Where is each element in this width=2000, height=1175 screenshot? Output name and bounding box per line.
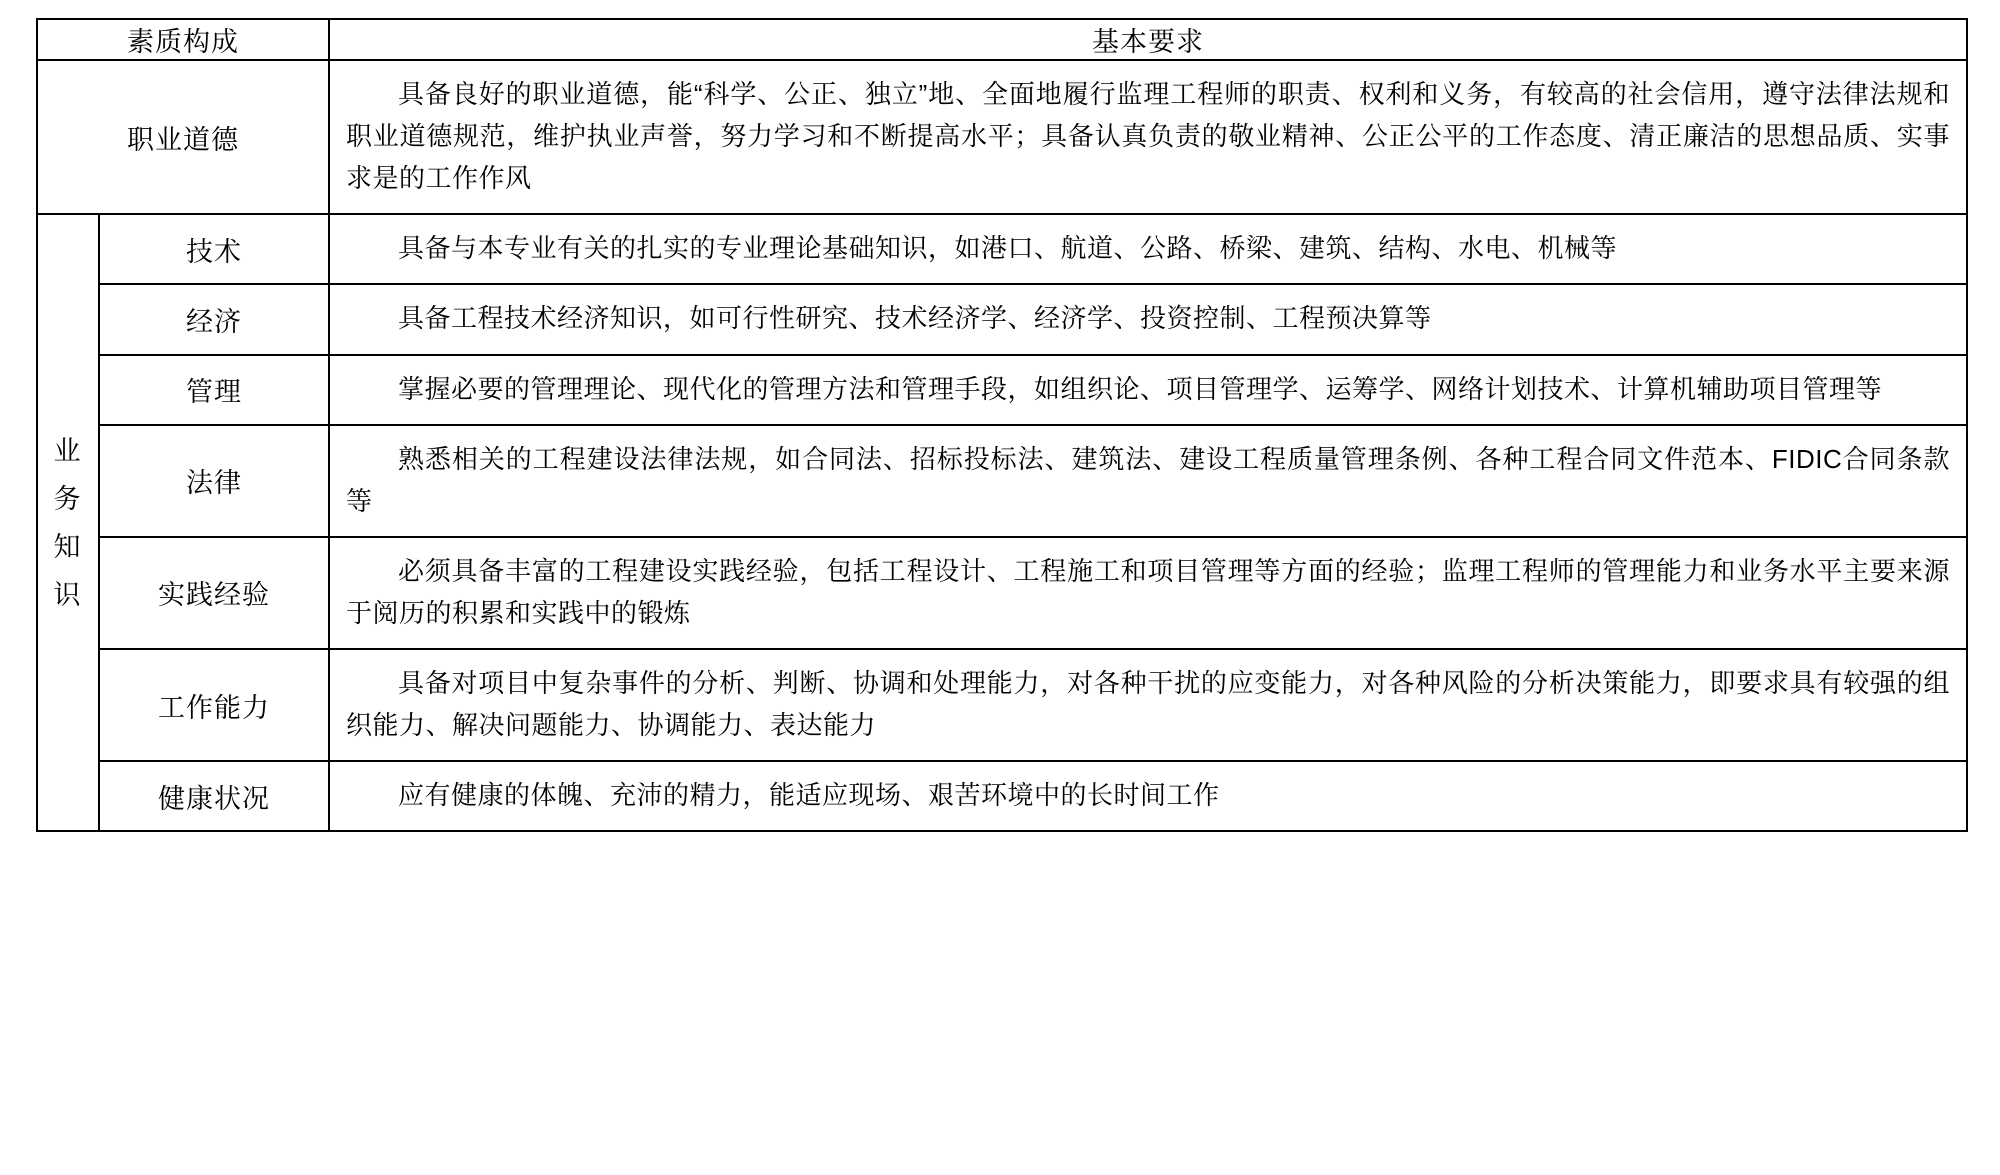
row-text-cell bbox=[329, 284, 1967, 354]
row-text-cell bbox=[329, 649, 1967, 761]
row-label-economy: 经济 bbox=[99, 284, 329, 354]
row-text-professional-ethics: 具备良好的职业道德，能“科学、公正、独立”地、全面地履行监理工程师的职责、权利和义务，有较高的社会信用，遵守法律法规和职业道德规范，维护执业声誉，努力学习和不断提高水平；具备认真负责的敬业精神、公正公平的工作态度、清正廉洁的思想品质、实事求是的工作作风 bbox=[346, 79, 1950, 194]
table-row bbox=[37, 649, 1967, 761]
group-label-char: 识 bbox=[53, 579, 83, 610]
table-row bbox=[37, 537, 1967, 649]
table-header-row bbox=[37, 19, 1967, 60]
row-label-health-status: 健康状况 bbox=[99, 761, 329, 831]
group-label-business-knowledge bbox=[37, 214, 99, 831]
table-row bbox=[37, 60, 1967, 214]
row-text-cell bbox=[329, 537, 1967, 649]
row-text-economy: 具备工程技术经济知识，如可行性研究、技术经济学、经济学、投资控制、工程预决算等 bbox=[398, 303, 1432, 334]
table-row bbox=[37, 284, 1967, 354]
quality-requirements-table bbox=[36, 18, 1968, 832]
row-text-cell bbox=[329, 60, 1967, 214]
row-label-professional-ethics: 职业道德 bbox=[37, 60, 329, 214]
row-text-cell bbox=[329, 425, 1967, 537]
group-label-char: 务 bbox=[53, 483, 83, 514]
row-text-cell bbox=[329, 214, 1967, 284]
table-row bbox=[37, 761, 1967, 831]
group-label-char: 业 bbox=[53, 435, 83, 466]
row-label-technology: 技术 bbox=[99, 214, 329, 284]
row-text-health-status: 应有健康的体魄、充沛的精力，能适应现场、艰苦环境中的长时间工作 bbox=[398, 780, 1220, 811]
row-label-law: 法律 bbox=[99, 425, 329, 537]
table-row bbox=[37, 355, 1967, 425]
row-text-management: 掌握必要的管理理论、现代化的管理方法和管理手段，如组织论、项目管理学、运筹学、网络计划技术、计算机辅助项目管理等 bbox=[398, 373, 1883, 404]
row-text-cell bbox=[329, 355, 1967, 425]
row-text-cell bbox=[329, 761, 1967, 831]
row-label-work-ability: 工作能力 bbox=[99, 649, 329, 761]
row-text-technology: 具备与本专业有关的扎实的专业理论基础知识，如港口、航道、公路、桥梁、建筑、结构、水电、机械等 bbox=[398, 233, 1618, 264]
header-requirement: 基本要求 bbox=[329, 19, 1967, 60]
group-label-char: 知 bbox=[53, 531, 83, 562]
header-composition: 素质构成 bbox=[37, 19, 329, 60]
row-label-management: 管理 bbox=[99, 355, 329, 425]
row-text-practical-experience: 必须具备丰富的工程建设实践经验，包括工程设计、工程施工和项目管理等方面的经验；监理工程师的管理能力和业务水平主要来源于阅历的积累和实践中的锻炼 bbox=[346, 555, 1950, 628]
row-text-work-ability: 具备对项目中复杂事件的分析、判断、协调和处理能力，对各种干扰的应变能力，对各种风险的分析决策能力，即要求具有较强的组织能力、解决问题能力、协调能力、表达能力 bbox=[346, 668, 1950, 741]
table-row bbox=[37, 214, 1967, 284]
row-label-practical-experience: 实践经验 bbox=[99, 537, 329, 649]
row-text-law: 熟悉相关的工程建设法律法规，如合同法、招标投标法、建筑法、建设工程质量管理条例、各种工程合同文件范本、FIDIC合同条款等 bbox=[346, 443, 1950, 516]
table-row bbox=[37, 425, 1967, 537]
